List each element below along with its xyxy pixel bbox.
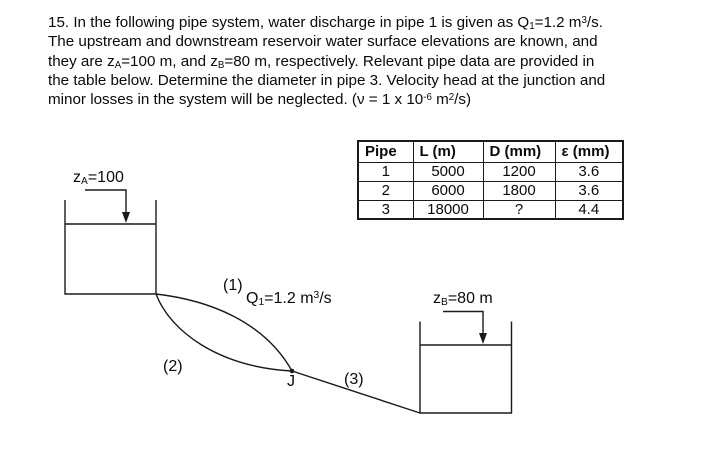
- column-header-pipe: Pipe: [358, 141, 413, 162]
- column-header-length: L (m): [413, 141, 483, 162]
- table-cell: 1200: [483, 162, 555, 181]
- table-cell: 1800: [483, 181, 555, 200]
- table-cell: 1: [358, 162, 413, 181]
- table-cell: 3.6: [555, 181, 623, 200]
- upstream-elevation-label: $z_A=100$: [73, 169, 124, 188]
- upstream-reservoir: [65, 200, 156, 294]
- za-leader-line: [85, 190, 126, 213]
- problem-line-5: minor losses in the system will be neglected. (ν = 1 x $10^{-6}$ $m^2/s$): [48, 91, 472, 109]
- table-cell: 5000: [413, 162, 483, 181]
- zb-arrow-down-icon: [479, 333, 487, 344]
- problem-line-2: The upstream and downstream reservoir water surface elevations are known, and: [48, 33, 598, 51]
- pipe3-label: (3): [344, 371, 364, 388]
- table-cell: 6000: [413, 181, 483, 200]
- downstream-elevation-label: $z_B=80$ m: [433, 290, 493, 309]
- pipe1-label: (1): [223, 277, 243, 294]
- problem-line-1: 15. In the following pipe system, water discharge in pipe 1 is given as $Q_1=1.2$ $m^3/s$.: [48, 14, 603, 33]
- pipe2-label: (2): [163, 358, 183, 375]
- table-cell: 4.4: [555, 200, 623, 219]
- discharge-label: $Q_1=1.2$ $m^3/s$: [246, 290, 332, 309]
- za-arrow-down-icon: [122, 212, 130, 223]
- column-header-diameter: D (mm): [483, 141, 555, 162]
- column-header-roughness: ε (mm): [555, 141, 623, 162]
- table-cell: ?: [483, 200, 555, 219]
- zb-leader-line: [443, 312, 483, 335]
- problem-line-3: they are $z_A=100$ m, and $z_B=80$ m, respectively. Relevant pipe data are provided in: [48, 52, 595, 71]
- table-cell: 3: [358, 200, 413, 219]
- table-cell: 3.6: [555, 162, 623, 181]
- junction-label: J: [287, 373, 295, 390]
- problem-line-4: the table below. Determine the diameter in pipe 3. Velocity head at the junction and: [48, 71, 606, 89]
- table-cell: 18000: [413, 200, 483, 219]
- table-cell: 2: [358, 181, 413, 200]
- downstream-reservoir: [420, 322, 512, 414]
